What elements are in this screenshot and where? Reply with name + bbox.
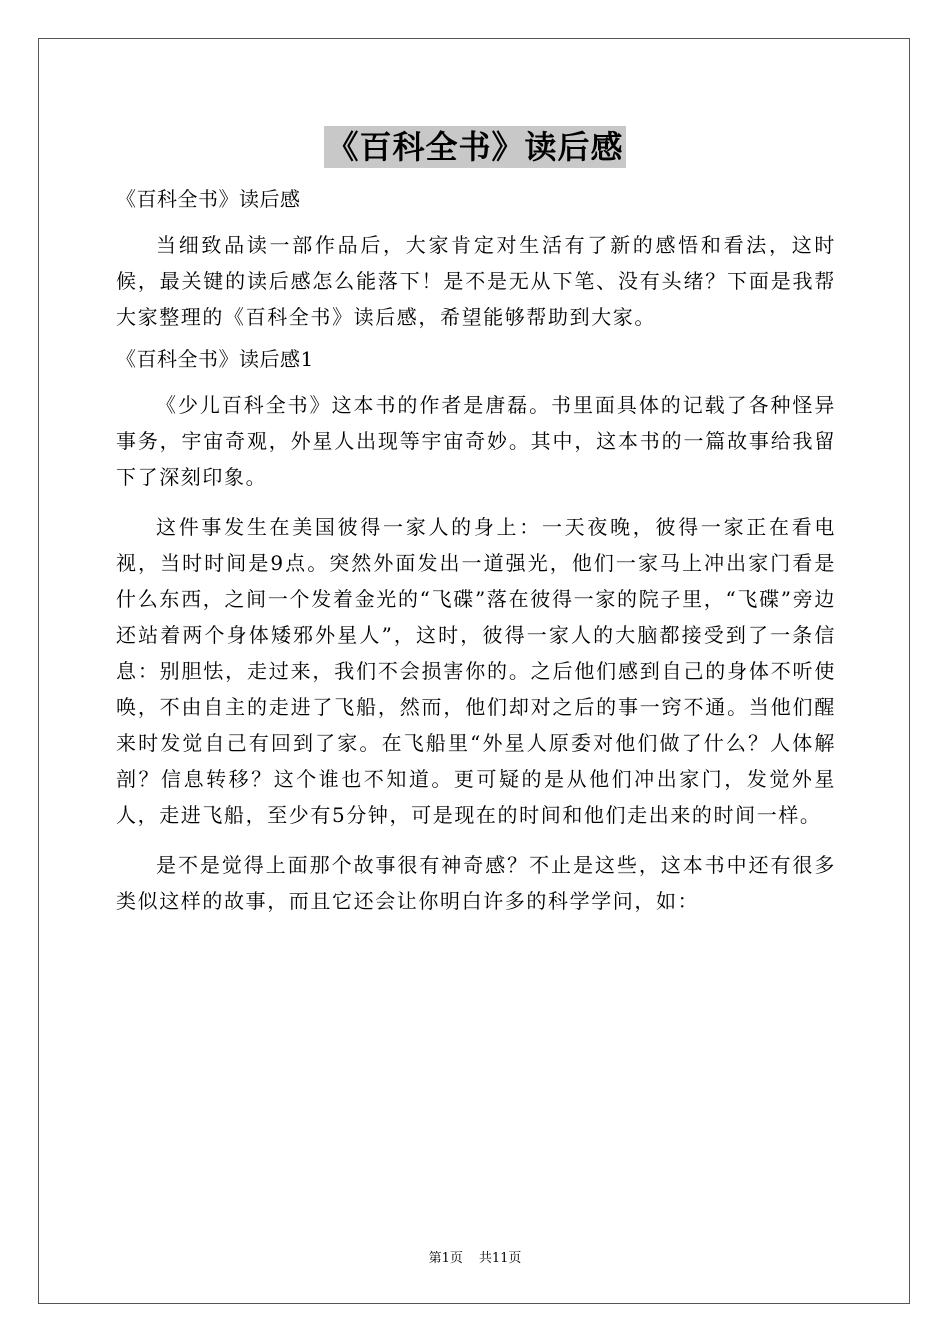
page-total: 共11页 <box>478 1251 522 1266</box>
section-heading: 《百科全书》读后感1 <box>116 347 314 371</box>
page-number: 第1页 <box>428 1251 463 1266</box>
document-title: 《百科全书》读后感 <box>326 128 624 166</box>
subtitle: 《百科全书》读后感 <box>116 187 301 211</box>
body-paragraph: 《少儿百科全书》这本书的作者是唐磊。书里面具体的记载了各种怪异事务，宇宙奇观，外星人出现等宇宙奇妙。其中，这本书的一篇故事给我留下了深刻印象。 <box>116 393 836 489</box>
page-footer <box>0 1247 950 1266</box>
document-body <box>116 181 836 919</box>
title-container <box>0 126 950 168</box>
intro-paragraph: 当细致品读一部作品后，大家肯定对生活有了新的感悟和看法，这时候，最关键的读后感怎么能落下！是不是无从下笔、没有头绪？下面是我帮大家整理的《百科全书》读后感，希望能够帮助到大家。 <box>116 233 836 329</box>
body-paragraph: 是不是觉得上面那个故事很有神奇感？不止是这些，这本书中还有很多类似这样的故事，而且它还会让你明白许多的科学学问，如： <box>116 853 836 913</box>
body-paragraph: 这件事发生在美国彼得一家人的身上：一天夜晚，彼得一家正在看电视，当时时间是9点。突然外面发出一道强光，他们一家马上冲出家门看是什么东西，之间一个发着金光的“飞碟”落在彼得一家的院子里，“飞碟”旁边还站着两个身体矮邪外星人”，这时，彼得一家人的大脑都接受到了一条信息：别胆怯，走过来，我们不会损害你的。之后他们感到自己的身体不听使唤，不由自主的走进了飞船，然而，他们却对之后的事一窍不通。当他们醒来时发觉自己有回到了家。在飞船里“外星人原委对他们做了什么？人体解剖？信息转移？这个谁也不知道。更可疑的是从他们冲出家门，发觉外星人，走进飞船，至少有5分钟，可是现在的时间和他们走出来的时间一样。 <box>116 515 836 827</box>
